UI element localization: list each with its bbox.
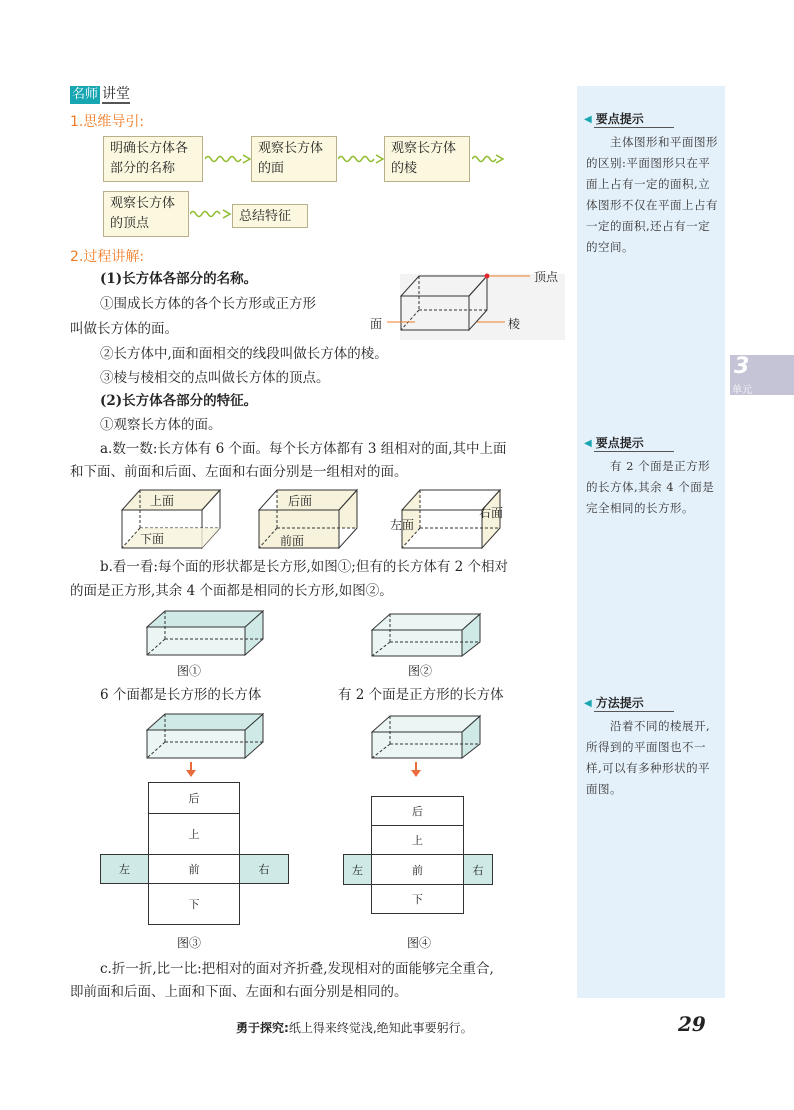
net-figure-3	[100, 782, 290, 932]
cuboid-figure-1	[145, 609, 270, 659]
paragraph-count-b: 和下面、前面和后面、左面和右面分别是一组相对的面。	[70, 464, 408, 480]
net-figure-4	[343, 796, 493, 916]
cuboid-figure-3	[145, 712, 270, 762]
unit-label: 单元	[732, 385, 752, 396]
paragraph-edge: ②长方体中,面和面相交的线段叫做长方体的棱。	[100, 346, 388, 362]
net4-right: 右	[463, 854, 493, 885]
caption-two-squares: 有 2 个面是正方形的长方体	[338, 687, 504, 703]
cuboid-figure-2	[370, 612, 485, 660]
paragraph-face-a: ①围成长方体的各个长方形或正方形	[100, 296, 316, 312]
tip-2-text: 有 2 个面是正方形的长方体,其余 4 个面是完全相同的长方形。	[586, 459, 715, 515]
net3-bottom: 下	[148, 883, 240, 925]
tip-3-header	[584, 695, 674, 712]
wave-arrow-icon	[205, 153, 251, 165]
figure-3-caption: 图③	[177, 936, 202, 950]
figure-1-caption: 图①	[177, 664, 202, 678]
mindmap-box-4: 观察长方体的顶点	[103, 191, 189, 237]
paragraph-observe: ①观察长方体的面。	[100, 417, 222, 433]
down-arrow-icon	[185, 762, 197, 778]
mindmap-box-5: 总结特征	[232, 204, 308, 228]
wave-arrow-icon	[472, 153, 504, 165]
net4-front: 前	[371, 854, 464, 885]
tip-2-title: 要点提示	[594, 435, 674, 452]
tip-1-text: 主体图形和平面图形的区别:平面图形只在平面上占有一定的面积,立体图形不仅在平面上占有一定的面积,还占有一定的空间。	[586, 135, 718, 254]
paragraph-count-a: a.数一数:长方体有 6 个面。每个长方体都有 3 组相对的面,其中上面	[100, 441, 507, 457]
figure-4-caption: 图④	[407, 936, 432, 950]
cuboid-figure-4	[370, 714, 485, 762]
wave-arrow-icon	[338, 153, 384, 165]
unit-number: 3	[734, 354, 750, 379]
down-arrow-icon	[410, 762, 422, 778]
mindmap-box-2: 观察长方体的面	[251, 136, 337, 182]
paragraph-fold-a: c.折一折,比一比:把相对的面对齐折叠,发现相对的面能够完全重合,	[100, 961, 494, 977]
net3-left: 左	[100, 854, 149, 884]
footer-motto-label: 勇于探究:	[236, 1021, 289, 1035]
label-vertex: 顶点	[534, 270, 559, 284]
label-bottom: 下面	[140, 532, 165, 546]
label-back: 后面	[288, 494, 313, 508]
net4-bottom: 下	[371, 884, 464, 914]
tip-1-title: 要点提示	[594, 111, 674, 128]
header-tag: 名师	[72, 87, 99, 102]
net4-left: 左	[343, 854, 372, 885]
caption-all-rectangles: 6 个面都是长方形的长方体	[100, 687, 262, 703]
paragraph-fold-b: 即前面和后面、上面和下面、左面和右面分别是相同的。	[70, 984, 408, 1000]
net4-back: 后	[371, 796, 464, 826]
label-front: 前面	[280, 534, 305, 548]
subheading-2: (2)长方体各部分的特征。	[100, 393, 258, 409]
label-top: 上面	[150, 494, 175, 508]
paragraph-look-a: b.看一看:每个面的形状都是长方形,如图①;但有的长方体有 2 个相对	[100, 559, 508, 575]
tip-1-header	[584, 111, 674, 128]
net3-top: 上	[148, 813, 240, 855]
mindmap-box-1: 明确长方体各部分的名称	[103, 136, 203, 182]
header-title: 讲堂	[102, 86, 131, 102]
net3-back: 后	[148, 782, 240, 814]
figure-2-caption: 图②	[408, 664, 433, 678]
paragraph-face-b: 叫做长方体的面。	[70, 321, 178, 337]
footer-motto	[236, 1019, 473, 1036]
net3-right: 右	[239, 854, 289, 884]
subheading-1: (1)长方体各部分的名称。	[100, 271, 258, 287]
label-edge: 棱	[508, 317, 521, 331]
section-1-title: 1.思维导引:	[70, 114, 145, 130]
paragraph-vertex: ③棱与棱相交的点叫做长方体的顶点。	[100, 370, 330, 386]
page-number: 29	[678, 1012, 706, 1036]
mindmap-box-3: 观察长方体的棱	[384, 136, 470, 182]
triangle-left-icon: ◀	[584, 114, 592, 125]
tip-2-header	[584, 435, 674, 452]
section-2-title: 2.过程讲解:	[70, 249, 145, 265]
net4-top: 上	[371, 825, 464, 855]
paragraph-look-b: 的面是正方形,其余 4 个面都是相同的长方形,如图②。	[70, 583, 393, 599]
section-header	[70, 86, 130, 104]
label-right: 右面	[479, 506, 504, 520]
triangle-left-icon: ◀	[584, 698, 592, 709]
label-left: 左面	[390, 518, 415, 532]
label-face: 面	[370, 317, 383, 331]
tip-3-text: 沿着不同的棱展开,所得到的平面图也不一样,可以有多种形状的平面图。	[586, 719, 711, 796]
net3-front: 前	[148, 854, 240, 884]
tip-3-title: 方法提示	[594, 695, 674, 712]
footer-motto-text: 纸上得来终觉浅,绝知此事要躬行。	[288, 1021, 473, 1035]
triangle-left-icon: ◀	[584, 438, 592, 449]
wave-arrow-icon	[190, 208, 232, 220]
